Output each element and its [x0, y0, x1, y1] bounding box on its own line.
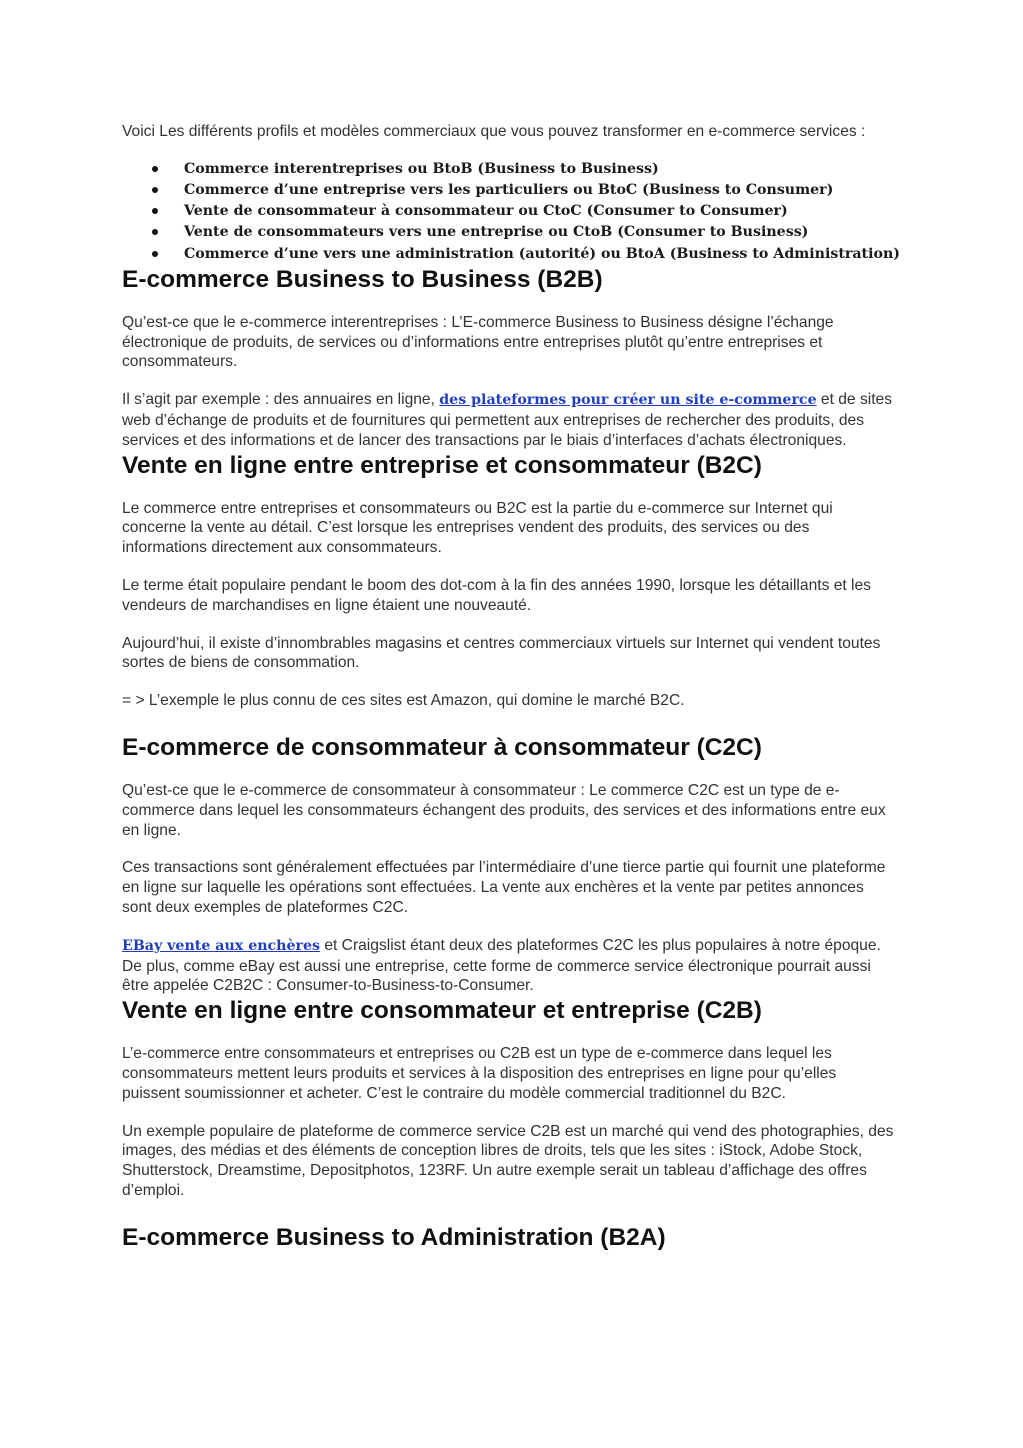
c2b-paragraph-1: L’e-commerce entre consommateurs et entreprises ou C2B est un type de e-commerce dans lequel les consommateurs mettent leurs produits et services à la disposition des entreprises en ligne pour qu’elles puissent soumissionner et acheter. C’est le contraire du modèle commercial traditionnel du B2C.	[122, 1045, 837, 1102]
b2c-paragraph-3: Aujourd’hui, il existe d’innombrables magasins et centres commerciaux virtuels sur Internet qui vendent toutes sortes de biens de consommation.	[122, 634, 881, 672]
ebay-auction-link[interactable]: EBay vente aux enchères	[122, 937, 321, 954]
bullet-icon	[152, 187, 158, 193]
list-item	[122, 201, 897, 222]
b2b-paragraph-2	[122, 390, 897, 450]
heading-c2b: Vente en ligne entre consommateur et entreprise (C2B)	[122, 997, 762, 1025]
document-content	[122, 122, 900, 1253]
list-item	[122, 159, 897, 180]
list-item	[122, 222, 897, 243]
list-item-text: Commerce d’une vers une administration (autorité) ou BtoA (Business to Administration)	[184, 245, 900, 262]
b2b-text-after-link: et de sites web d’échange de produits et de fournitures qui permettent aux entreprises de rechercher des produits, des services et des informations et de lancer des transactions par le biais d’interfaces d’achats électroniques.	[122, 391, 893, 449]
b2c-paragraph-1: Le commerce entre entreprises et consommateurs ou B2C est la partie du e-commerce sur Internet qui concerne la vente au détail. C’est lorsque les entreprises vendent des produits, des services ou des informations directement aux consommateurs.	[122, 499, 833, 557]
intro-paragraph: Voici Les différents profils et modèles commerciaux que vous pouvez transformer en e-commerce services :	[122, 123, 866, 140]
c2c-text-after-link: et Craigslist étant deux des plateformes C2C les plus populaires à notre époque. De plus, comme eBay est aussi une entreprise, cette forme de commerce service électronique pourrait aussi être appelée C2B2C : Consumer-to-Business-to-Consumer.	[122, 936, 881, 995]
heading-b2a: E-commerce Business to Administration (B2A)	[122, 1223, 666, 1251]
bullet-icon	[152, 208, 158, 214]
heading-c2c: E-commerce de consommateur à consommateur (C2C)	[122, 733, 762, 761]
b2c-paragraph-4: = > L’exemple le plus connu de ces sites est Amazon, qui domine le marché B2C.	[122, 692, 685, 710]
bullet-icon	[152, 229, 158, 235]
list-item	[122, 244, 900, 265]
heading-b2c: Vente en ligne entre entreprise et consommateur (B2C)	[122, 451, 762, 479]
bullet-icon	[152, 166, 158, 172]
b2c-paragraph-2: Le terme était populaire pendant le boom des dot-com à la fin des années 1990, lorsque les détaillants et les vendeurs de marchandises en ligne étaient une nouveauté.	[122, 576, 871, 614]
list-item	[122, 180, 897, 201]
b2b-text-before-link: Il s’agit par exemple : des annuaires en ligne,	[122, 391, 440, 409]
bullet-icon	[152, 251, 158, 257]
ecommerce-platforms-link[interactable]: des plateformes pour créer un site e-commerce	[439, 392, 817, 409]
heading-b2b: E-commerce Business to Business (B2B)	[122, 265, 603, 293]
list-item-text: Vente de consommateurs vers une entreprise ou CtoB (Consumer to Business)	[184, 224, 809, 241]
b2b-paragraph-1: Qu’est-ce que le e-commerce interentreprises : L’E-commerce Business to Business désigne l’échange électronique de produits, de services ou d’informations entre entreprises plutôt qu’entre entreprises et consommateurs.	[122, 313, 834, 371]
c2b-paragraph-2: Un exemple populaire de plateforme de commerce service C2B est un marché qui vend des photographies, des images, des médias et des éléments de conception libres de droits, tels que les sites : iStock, Adobe Stock, Shutterstock, Dreamstime, Depositphotos, 123RF. Un autre exemple serait un tableau d’affichage des offres d’emploi.	[122, 1122, 894, 1199]
list-item-text: Commerce d’une entreprise vers les particuliers ou BtoC (Business to Consumer)	[184, 182, 834, 198]
c2c-paragraph-1: Qu’est-ce que le e-commerce de consommateur à consommateur : Le commerce C2C est un type de e-commerce dans lequel les consommateurs échangent des produits, des services et des informations entre eux en ligne.	[122, 781, 886, 839]
list-item-text: Vente de consommateur à consommateur ou CtoC (Consumer to Consumer)	[184, 203, 788, 220]
profiles-list	[122, 159, 900, 265]
list-item-text: Commerce interentreprises ou BtoB (Business to Business)	[184, 160, 659, 177]
c2c-paragraph-3	[122, 936, 897, 996]
c2c-paragraph-2: Ces transactions sont généralement effectuées par l’intermédiaire d’une tierce partie qui fournit une plateforme en ligne sur laquelle les opérations sont effectuées. La vente aux enchères et la vente par petites annonces sont deux exemples de plateformes C2C.	[122, 859, 886, 916]
